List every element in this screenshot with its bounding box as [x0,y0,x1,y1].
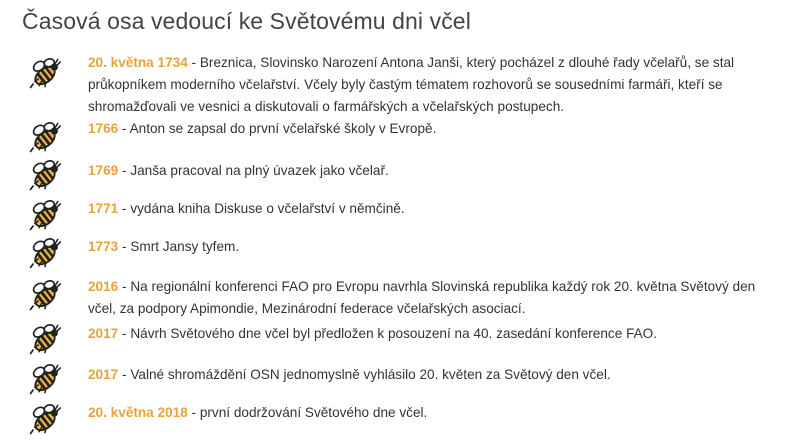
bee-icon [28,278,62,312]
entry-date: 20. května 2018 [88,405,188,420]
bee-icon [28,120,62,154]
entry-text [88,323,778,345]
entry-description: - Anton se zapsal do první včelařské školy v Evropě. [118,121,437,136]
bee-icon [28,236,62,270]
bee-icon [28,322,62,356]
entry-description: - Návrh Světového dne včel byl předložen k posouzení na 40. zasedání konference FAO. [118,326,658,341]
bee-icon [28,402,62,436]
entry-text [88,160,778,182]
entry-date: 20. května 1734 [88,55,188,70]
entry-text [88,236,778,258]
entry-description: - vydána kniha Diskuse o včelařství v němčině. [118,201,405,216]
entry-text [88,402,778,424]
entry-text [88,364,778,386]
entry-date: 1766 [88,121,119,136]
entry-date: 1769 [88,163,119,178]
bee-icon [28,56,62,90]
page-title: Časová osa vedoucí ke Světovému dni včel [22,8,471,34]
entry-text [88,198,778,220]
entry-description: - Breznica, Slovinsko Narození Antona Janši, který pocházel z dlouhé řady včelařů, se stal průkopníkem moderního včelařství. Včely byly častým tématem rozhovorů se sousedními farmáři, kteří se shromažďovali ve vesnici a diskutovali o farmářských a včelařských postupech. [88,55,735,114]
entry-description: - Janša pracoval na plný úvazek jako včelař. [118,163,389,178]
entry-description: - Smrt Jansy tyfem. [118,239,240,254]
entry-text [88,118,778,140]
entry-description: - první dodržování Světového dne včel. [187,405,428,420]
entry-date: 1771 [88,201,119,216]
bee-icon [28,362,62,396]
entry-description: - Na regionální konferenci FAO pro Evropu navrhla Slovinská republika každý rok 20. května Světový den včel, za podpory Apimondie, Mezinárodní federace včelařských asociací. [88,279,756,316]
entry-date: 2017 [88,367,119,382]
entry-date: 2016 [88,279,119,294]
entry-text [88,52,778,118]
entry-date: 1773 [88,239,119,254]
bee-icon [28,198,62,232]
entry-description: - Valné shromáždění OSN jednomyslně vyhlásilo 20. květen za Světový den včel. [118,367,611,382]
entry-text [88,276,778,320]
bee-icon [28,158,62,192]
entry-date: 2017 [88,326,119,341]
